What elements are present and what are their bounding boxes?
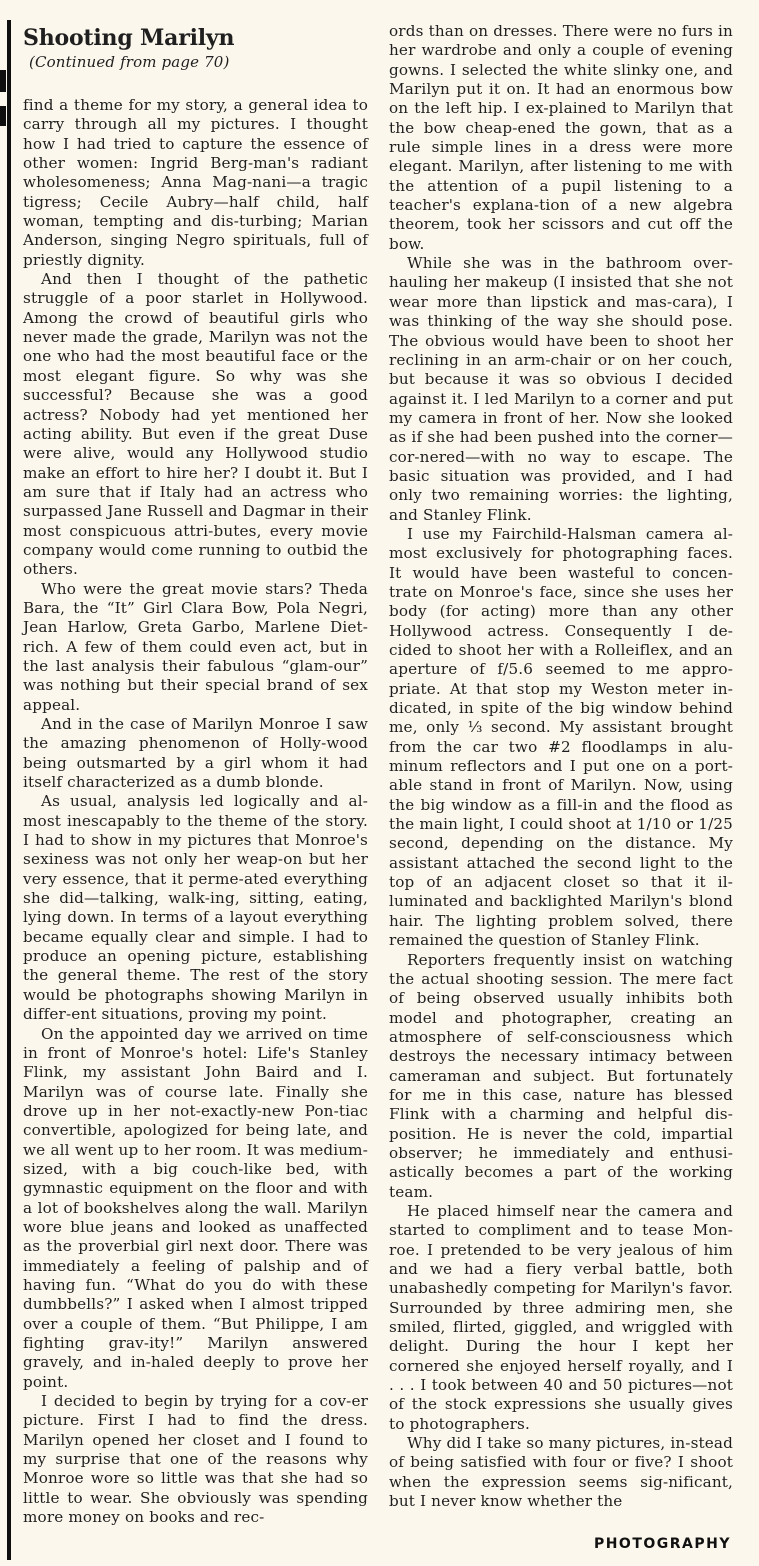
paragraph: find a theme for my story, a general idea to carry through all my pictures. I thought how I had tried to capture the essence of other women: Ingrid Berg-man's radiant wholesomeness; Anna Mag-nani—a tragic tigress; Cecile Aubry—half child, half woman, tempting and dis-turbing; Marian Anderson, singing Negro spirituals, full of priestly dignity. bbox=[23, 96, 368, 269]
article-title: Shooting Marilyn bbox=[23, 25, 235, 51]
continued-note: (Continued from page 70) bbox=[29, 53, 230, 71]
margin-mark bbox=[0, 70, 6, 92]
section-footer: PHOTOGRAPHY bbox=[593, 1536, 731, 1552]
right-column bbox=[389, 22, 733, 1511]
paragraph: As usual, analysis led logically and al-most inescapably to the theme of the story. I had to show in my pictures that Monroe's sexiness was not only her weap-on but her very essence, that it perme-ated everything she did—talking, walk-ing, sitting, eating, lying down. In terms of a layout everything became equally clear and simple. I had to produce an opening picture, establishing the general theme. The rest of the story would be photographs showing Marilyn in differ-ent situations, proving my point. bbox=[23, 792, 368, 1024]
paragraph: And in the case of Marilyn Monroe I saw the amazing phenomenon of Holly-wood being outsmarted by a girl whom it had itself characterized as a dumb blonde. bbox=[23, 715, 368, 792]
paragraph: ords than on dresses. There were no furs in her wardrobe and only a couple of evening gowns. I selected the white slinky one, and Marilyn put it on. It had an enormous bow on the left hip. I ex-plained to Marilyn that the bow cheap-ened the gown, that as a rule simple lines in a dress were more elegant. Marilyn, after listening to me with the attention of a pupil listening to a teacher's explana-tion of a new algebra theorem, took her scissors and cut off the bow. bbox=[389, 22, 733, 253]
paragraph: While she was in the bathroom over-hauling her makeup (I insisted that she not wear more than lipstick and mas-cara), I was thinking of the way she should pose. The obvious would have been to shoot her reclining in an arm-chair or on her couch, but because it was so obvious I decided against it. I led Marilyn to a corner and put my camera in front of her. Now she looked as if she had been pushed into the corner—cor-nered—with no way to escape. The basic situation was provided, and I had only two remaining worries: the lighting, and Stanley Flink. bbox=[389, 254, 733, 524]
paragraph: Who were the great movie stars? Theda Bara, the “It” Girl Clara Bow, Pola Negri, Jean Harlow, Greta Garbo, Marlene Diet-rich. A few of them could even act, but in the last analysis their fabulous “glam-our” was nothing but their special brand of sex appeal. bbox=[23, 579, 368, 714]
paragraph: He placed himself near the camera and started to compliment and to tease Mon-roe. I pretended to be very jealous of him and we had a fiery verbal battle, both unabashedly competing for Marilyn's favor. Surrounded by three admiring men, she smiled, flirted, giggled, and wriggled with delight. During the hour I kept her cornered she enjoyed herself royally, and I . . . I took between 40 and 50 pictures—not of the stock expressions she usually gives to photographers. bbox=[389, 1201, 733, 1433]
paragraph: On the appointed day we arrived on time in front of Monroe's hotel: Life's Stanley Flink, my assistant John Baird and I. Marilyn was of course late. Finally she drove up in her not-exactly-new Pon-tiac convertible, apologized for being late, and we all went up to her room. It was medium-sized, with a big couch-like bed, with gymnastic equipment on the floor and with a lot of bookshelves along the wall. Marilyn wore blue jeans and looked as unaffected as the proverbial girl next door. There was immediately a feeling of palship and of having fun. “What do you do with these dumbbells?” I asked when I almost tripped over a couple of them. “But Philippe, I am fighting grav-ity!” Marilyn answered gravely, and in-haled deeply to prove her point. bbox=[23, 1024, 368, 1391]
margin-mark bbox=[0, 106, 6, 126]
left-column bbox=[23, 22, 368, 1527]
paragraph: Reporters frequently insist on watching the actual shooting session. The mere fact of being observed usually inhibits both model and photographer, creating an atmosphere of self-consciousness which destroys the necessary intimacy between cameraman and subject. But fortunately for me in this case, nature has blessed Flink with a charming and helpful dis-position. He is never the cold, impartial observer; he immediately and enthusi-astically becomes a part of the working team. bbox=[389, 950, 733, 1201]
spacer bbox=[23, 72, 368, 96]
paragraph: Why did I take so many pictures, in-stead of being satisfied with four or five? I shoot when the expression seems sig-nificant, but I never know whether the bbox=[389, 1434, 733, 1511]
paragraph: I use my Fairchild-Halsman camera al-most exclusively for photographing faces. It would have been wasteful to concen-trate on Monroe's face, since she uses her body (for acting) more than any other Hollywood actress. Consequently I de-cided to shoot her with a Rolleiflex, and an aperture of f/5.6 seemed to me appro-priate. At that stop my Weston meter in-dicated, in spite of the big window behind me, only ⅓ second. My assistant brought from the car two #2 floodlamps in alu-minum reflectors and I put one on a port-able stand in front of Marilyn. Now, using the big window as a fill-in and the flood as the main light, I could shoot at 1/10 or 1/25 second, depending on the distance. My assistant attached the second light to the top of an adjacent closet so that it il-luminated and backlighted Marilyn's blond hair. The lighting problem solved, there remained the question of Stanley Flink. bbox=[389, 524, 733, 950]
paragraph: And then I thought of the pathetic struggle of a poor starlet in Hollywood. Among the crowd of beautiful girls who never made the grade, Marilyn was not the one who had the most beautiful face or the most elegant figure. So why was she successful? Because she was a good actress? Nobody had yet mentioned her acting ability. But even if the great Duse were alive, would any Hollywood studio make an effort to hire her? I doubt it. But I am sure that if Italy had an actress who surpassed Jane Russell and Dagmar in their most conspicuous attri-butes, every movie company would come running to outbid the others. bbox=[23, 270, 368, 579]
paragraph: I decided to begin by trying for a cov-er picture. First I had to find the dress. Marilyn opened her closet and I found to my surprise that one of the reasons why Monroe wore so little was that she had so little to wear. She obviously was spending more money on books and rec- bbox=[23, 1392, 368, 1527]
column-rule bbox=[7, 20, 11, 1560]
